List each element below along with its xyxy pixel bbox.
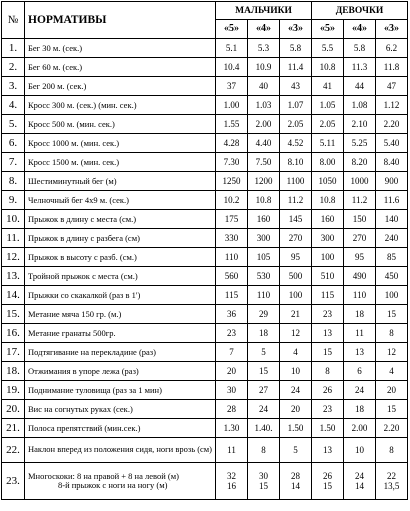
value-cell: 1.50 (312, 419, 344, 438)
row-number: 5. (2, 115, 25, 134)
value-cell: 2.10 (344, 115, 376, 134)
value-cell: 175 (216, 210, 248, 229)
value-cell: 21 (280, 305, 312, 324)
table-row (2, 115, 408, 134)
exercise-name: Кросс 500 м. (мин. сек.) (25, 115, 216, 134)
value-cell: 20 (280, 400, 312, 419)
value-cell: 23 (312, 305, 344, 324)
value-cell: 15 (376, 305, 408, 324)
value-cell: 43 (280, 77, 312, 96)
table-row (2, 305, 408, 324)
exercise-name: Тройной прыжок с места (см.) (25, 267, 216, 286)
table-row (2, 343, 408, 362)
value-cell: 4.28 (216, 134, 248, 153)
value-cell: 110 (248, 286, 280, 305)
table-row (2, 248, 408, 267)
value-cell: 5.8 (280, 39, 312, 58)
value-cell: 10.8 (248, 191, 280, 210)
value-cell: 18 (248, 324, 280, 343)
exercise-name: Прыжки со скакалкой (раз в 1') (25, 286, 216, 305)
value-cell: 27 (248, 381, 280, 400)
value-cell: 10.8 (312, 191, 344, 210)
value-cell: 24 (248, 400, 280, 419)
value-cell: 1.00 (216, 96, 248, 115)
value-cell: 1050 (312, 172, 344, 191)
value-cell: 1.30 (216, 419, 248, 438)
value-cell: 270 (344, 229, 376, 248)
exercise-name: Кросс 1000 м. (мин. сек.) (25, 134, 216, 153)
value-cell: 44 (344, 77, 376, 96)
value-cell: 1100 (280, 172, 312, 191)
value-cell: 95 (280, 248, 312, 267)
exercise-name: Бег 60 м. (сек.) (25, 58, 216, 77)
value-cell (216, 463, 248, 500)
value-cell: 2.20 (376, 115, 408, 134)
row-number: 6. (2, 134, 25, 153)
row-number: 16. (2, 324, 25, 343)
exercise-name: Бег 30 м. (сек.) (25, 39, 216, 58)
row-number: 13. (2, 267, 25, 286)
value-cell: 10.4 (216, 58, 248, 77)
value-cell: 8 (312, 362, 344, 381)
row-number: 1. (2, 39, 25, 58)
row-number: 12. (2, 248, 25, 267)
value-cell: 20 (216, 362, 248, 381)
value-cell: 11 (216, 438, 248, 463)
value-cell: 6.2 (376, 39, 408, 58)
exercise-name: Бег 200 м. (сек.) (25, 77, 216, 96)
value-cell: 105 (248, 248, 280, 267)
value-cell: 85 (376, 248, 408, 267)
value-cell: 1.12 (376, 96, 408, 115)
value-cell: 23 (216, 324, 248, 343)
table-row (2, 134, 408, 153)
value-cell: 5.3 (248, 39, 280, 58)
grade-header: «3» (376, 20, 408, 39)
row-number: 17. (2, 343, 25, 362)
exercise-name: Отжимания в упоре лежа (раз) (25, 362, 216, 381)
value-cell: 115 (216, 286, 248, 305)
value-line: 24 (355, 471, 364, 481)
value-cell: 1250 (216, 172, 248, 191)
value-cell: 115 (312, 286, 344, 305)
value-cell: 18 (344, 400, 376, 419)
value-cell: 100 (312, 248, 344, 267)
exercise-name: Прыжок в длину с места (см.) (25, 210, 216, 229)
table-row (2, 463, 408, 500)
value-cell: 1200 (248, 172, 280, 191)
value-cell: 8 (376, 438, 408, 463)
exercise-name: Метание гранаты 500гр. (25, 324, 216, 343)
table-row (2, 400, 408, 419)
value-line: 16 (227, 481, 236, 491)
value-cell (312, 463, 344, 500)
row-number: 18. (2, 362, 25, 381)
value-cell: 8 (376, 324, 408, 343)
value-cell: 11.3 (344, 58, 376, 77)
grade-header: «4» (344, 20, 376, 39)
value-line: 14 (291, 481, 300, 491)
value-cell: 300 (312, 229, 344, 248)
row-number: 9. (2, 191, 25, 210)
exercise-name: Полоса препятствий (мин.сек.) (25, 419, 216, 438)
row-number: 10. (2, 210, 25, 229)
value-cell: 160 (248, 210, 280, 229)
value-cell: 37 (216, 77, 248, 96)
value-cell: 36 (216, 305, 248, 324)
girls-group-header: ДЕВОЧКИ (312, 2, 408, 20)
value-cell: 20 (376, 381, 408, 400)
table-row (2, 172, 408, 191)
value-cell: 10 (344, 438, 376, 463)
value-cell: 1.55 (216, 115, 248, 134)
value-cell: 40 (248, 77, 280, 96)
grade-header: «3» (280, 20, 312, 39)
value-cell: 8 (248, 438, 280, 463)
value-cell: 2.00 (344, 419, 376, 438)
value-line: 26 (323, 471, 332, 481)
value-cell: 270 (280, 229, 312, 248)
value-line: 14 (355, 481, 364, 491)
table-row (2, 438, 408, 463)
value-cell: 240 (376, 229, 408, 248)
exercise-name (25, 463, 216, 500)
value-cell: 110 (216, 248, 248, 267)
value-cell: 4 (376, 362, 408, 381)
value-cell: 13 (312, 324, 344, 343)
value-line: 22 (387, 471, 396, 481)
value-cell: 8.10 (280, 153, 312, 172)
value-cell: 1.03 (248, 96, 280, 115)
grade-header: «4» (248, 20, 280, 39)
value-cell: 8.40 (376, 153, 408, 172)
value-cell: 330 (216, 229, 248, 248)
value-line: 15 (259, 481, 268, 491)
exercise-name: Метание мяча 150 гр. (м.) (25, 305, 216, 324)
value-cell: 145 (280, 210, 312, 229)
value-cell: 29 (248, 305, 280, 324)
value-cell: 4.40 (248, 134, 280, 153)
value-cell: 41 (312, 77, 344, 96)
value-cell: 15 (248, 362, 280, 381)
number-column-header: № (2, 2, 25, 39)
value-cell: 7.50 (248, 153, 280, 172)
value-cell: 1.50 (280, 419, 312, 438)
value-cell: 2.05 (280, 115, 312, 134)
table-row (2, 381, 408, 400)
exercise-name: Прыжок в высоту с разб. (см.) (25, 248, 216, 267)
value-cell: 10.2 (216, 191, 248, 210)
grade-header: «5» (312, 20, 344, 39)
table-row (2, 39, 408, 58)
norms-column-header: НОРМАТИВЫ (25, 2, 216, 39)
value-cell: 15 (376, 400, 408, 419)
value-cell: 2.05 (312, 115, 344, 134)
standards-table (1, 1, 408, 500)
value-cell: 1000 (344, 172, 376, 191)
value-cell: 110 (344, 286, 376, 305)
value-cell: 490 (344, 267, 376, 286)
value-cell: 560 (216, 267, 248, 286)
boys-group-header: МАЛЬЧИКИ (216, 2, 312, 20)
row-number: 20. (2, 400, 25, 419)
value-cell: 500 (280, 267, 312, 286)
value-cell: 6 (344, 362, 376, 381)
exercise-name: Наклон вперед из положения сидя, ноги врозь (см) (25, 438, 216, 463)
value-cell: 30 (216, 381, 248, 400)
value-cell: 24 (344, 381, 376, 400)
value-cell: 11.6 (376, 191, 408, 210)
row-number: 21. (2, 419, 25, 438)
value-cell: 12 (280, 324, 312, 343)
exercise-name: Прыжок в длину с разбега (см) (25, 229, 216, 248)
table-row (2, 267, 408, 286)
value-cell: 13 (344, 343, 376, 362)
table-row (2, 362, 408, 381)
value-cell: 7 (216, 343, 248, 362)
value-line: 15 (323, 481, 332, 491)
exercise-name: Шестиминутный бег (м) (25, 172, 216, 191)
exercise-name-line: 8-й прыжок с ноги на ногу (м) (58, 480, 168, 490)
row-number: 2. (2, 58, 25, 77)
value-cell (376, 463, 408, 500)
exercise-name: Челночный бег 4х9 м. (сек.) (25, 191, 216, 210)
value-line: 30 (259, 471, 268, 481)
value-cell: 11 (344, 324, 376, 343)
table-row (2, 191, 408, 210)
value-line: 32 (227, 471, 236, 481)
value-cell: 8.00 (312, 153, 344, 172)
row-number: 14. (2, 286, 25, 305)
value-cell: 5.40 (376, 134, 408, 153)
value-cell: 5.25 (344, 134, 376, 153)
table-row (2, 58, 408, 77)
value-cell: 5 (280, 438, 312, 463)
row-number: 4. (2, 96, 25, 115)
value-cell: 95 (344, 248, 376, 267)
table-row (2, 77, 408, 96)
value-cell: 5.8 (344, 39, 376, 58)
table-row (2, 96, 408, 115)
grade-header: «5» (216, 20, 248, 39)
exercise-name: Кросс 1500 м. (мин. сек.) (25, 153, 216, 172)
value-cell: 1.40. (248, 419, 280, 438)
value-cell: 7.30 (216, 153, 248, 172)
value-cell: 10.9 (248, 58, 280, 77)
row-number: 7. (2, 153, 25, 172)
value-cell: 4.52 (280, 134, 312, 153)
value-cell: 10 (280, 362, 312, 381)
table-row (2, 153, 408, 172)
header-row-groups (2, 2, 408, 20)
row-number: 3. (2, 77, 25, 96)
value-cell: 13 (312, 438, 344, 463)
value-cell: 100 (280, 286, 312, 305)
value-cell: 150 (344, 210, 376, 229)
value-cell: 900 (376, 172, 408, 191)
value-cell: 5.11 (312, 134, 344, 153)
table-row (2, 324, 408, 343)
row-number: 22. (2, 438, 25, 463)
exercise-name: Подтягивание на перекладине (раз) (25, 343, 216, 362)
value-cell: 11.8 (376, 58, 408, 77)
table-row (2, 419, 408, 438)
value-cell (344, 463, 376, 500)
value-cell: 1.07 (280, 96, 312, 115)
value-cell (248, 463, 280, 500)
value-cell: 4 (280, 343, 312, 362)
value-cell: 2.20 (376, 419, 408, 438)
value-cell: 26 (312, 381, 344, 400)
exercise-name: Кросс 300 м. (сек.) (мин. сек.) (25, 96, 216, 115)
value-cell: 510 (312, 267, 344, 286)
value-cell: 5.5 (312, 39, 344, 58)
value-cell: 1.05 (312, 96, 344, 115)
value-cell: 2.00 (248, 115, 280, 134)
value-cell: 47 (376, 77, 408, 96)
value-cell: 15 (312, 343, 344, 362)
value-cell: 530 (248, 267, 280, 286)
row-number: 11. (2, 229, 25, 248)
value-cell: 5 (248, 343, 280, 362)
value-cell: 10.8 (312, 58, 344, 77)
value-cell: 5.1 (216, 39, 248, 58)
value-cell: 140 (376, 210, 408, 229)
value-cell: 23 (312, 400, 344, 419)
value-cell: 1.08 (344, 96, 376, 115)
value-cell (280, 463, 312, 500)
value-cell: 300 (248, 229, 280, 248)
row-number: 15. (2, 305, 25, 324)
exercise-name: Вис на согнутых руках (сек.) (25, 400, 216, 419)
table-row (2, 229, 408, 248)
value-cell: 12 (376, 343, 408, 362)
row-number: 23. (2, 463, 25, 500)
value-cell: 160 (312, 210, 344, 229)
value-cell: 28 (216, 400, 248, 419)
row-number: 19. (2, 381, 25, 400)
value-cell: 18 (344, 305, 376, 324)
value-cell: 11.2 (280, 191, 312, 210)
value-cell: 8.20 (344, 153, 376, 172)
value-cell: 11.4 (280, 58, 312, 77)
value-line: 13,5 (383, 481, 400, 491)
value-cell: 100 (376, 286, 408, 305)
row-number: 8. (2, 172, 25, 191)
exercise-name-line: Многоскоки: 8 на правой + 8 на левой (м) (28, 470, 179, 481)
value-cell: 24 (280, 381, 312, 400)
exercise-name: Поднимание туловища (раз за 1 мин) (25, 381, 216, 400)
value-line: 28 (291, 471, 300, 481)
value-cell: 11.2 (344, 191, 376, 210)
table-row (2, 210, 408, 229)
table-row (2, 286, 408, 305)
value-cell: 450 (376, 267, 408, 286)
